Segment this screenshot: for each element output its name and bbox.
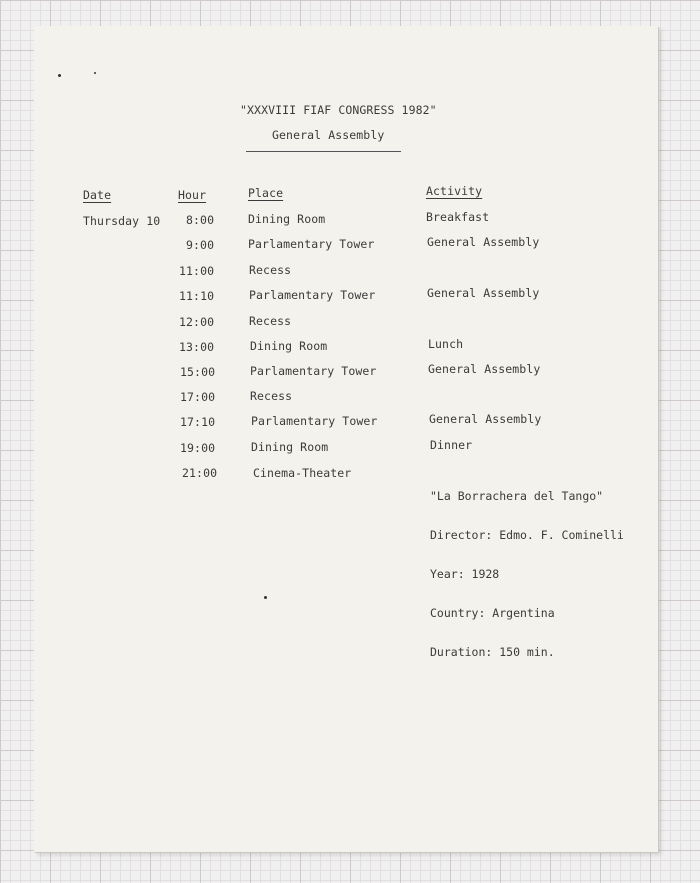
film-year: Year: 1928: [430, 567, 500, 581]
document-title: "XXXVIII FIAF CONGRESS 1982": [240, 103, 437, 117]
place-cell: Dining Room: [250, 339, 328, 353]
activity-cell: Lunch: [428, 337, 464, 351]
place-cell: Dining Room: [251, 440, 329, 454]
ink-speck: [94, 72, 96, 74]
hour-cell: 15:00: [180, 365, 216, 379]
place-cell: Parlamentary Tower: [250, 364, 377, 378]
column-header-place: Place: [248, 186, 284, 200]
hour-cell: 11:00: [179, 264, 215, 278]
hour-cell: 19:00: [180, 441, 216, 455]
activity-cell: General Assembly: [428, 362, 541, 376]
activity-cell: General Assembly: [427, 286, 540, 300]
place-cell: Recess: [249, 314, 292, 328]
activity-cell: General Assembly: [429, 412, 542, 426]
hour-cell: 21:00: [182, 466, 218, 480]
title-rule: [246, 151, 401, 152]
place-cell: Parlamentary Tower: [248, 237, 375, 251]
place-cell: Dining Room: [248, 212, 326, 226]
column-header-hour: Hour: [178, 188, 207, 202]
film-details: [430, 464, 624, 685]
hour-cell: 13:00: [179, 340, 215, 354]
place-cell: Recess: [249, 263, 292, 277]
hour-cell: 17:10: [180, 415, 216, 429]
hour-cell: 8:00: [186, 213, 215, 227]
hour-cell: 11:10: [179, 289, 215, 303]
film-country: Country: Argentina: [430, 606, 555, 620]
film-title: "La Borrachera del Tango": [430, 489, 604, 503]
date-cell: Thursday 10: [83, 214, 161, 228]
ink-speck: [58, 74, 61, 77]
film-director: Director: Edmo. F. Cominelli: [430, 528, 624, 542]
hour-cell: 9:00: [186, 238, 215, 252]
activity-cell: General Assembly: [427, 235, 540, 249]
hour-cell: 17:00: [180, 390, 216, 404]
place-cell: Parlamentary Tower: [251, 414, 378, 428]
column-header-date: Date: [83, 188, 112, 202]
activity-cell: Dinner: [430, 438, 473, 452]
ink-speck: [264, 596, 267, 599]
document-subtitle: General Assembly: [272, 128, 385, 142]
place-cell: Parlamentary Tower: [249, 288, 376, 302]
film-duration: Duration: 150 min.: [430, 645, 555, 659]
hour-cell: 12:00: [179, 315, 215, 329]
document-page: [34, 26, 658, 852]
place-cell: Cinema-Theater: [253, 466, 352, 480]
place-cell: Recess: [250, 389, 293, 403]
activity-cell: Breakfast: [426, 210, 490, 224]
column-header-activity: Activity: [426, 184, 483, 198]
